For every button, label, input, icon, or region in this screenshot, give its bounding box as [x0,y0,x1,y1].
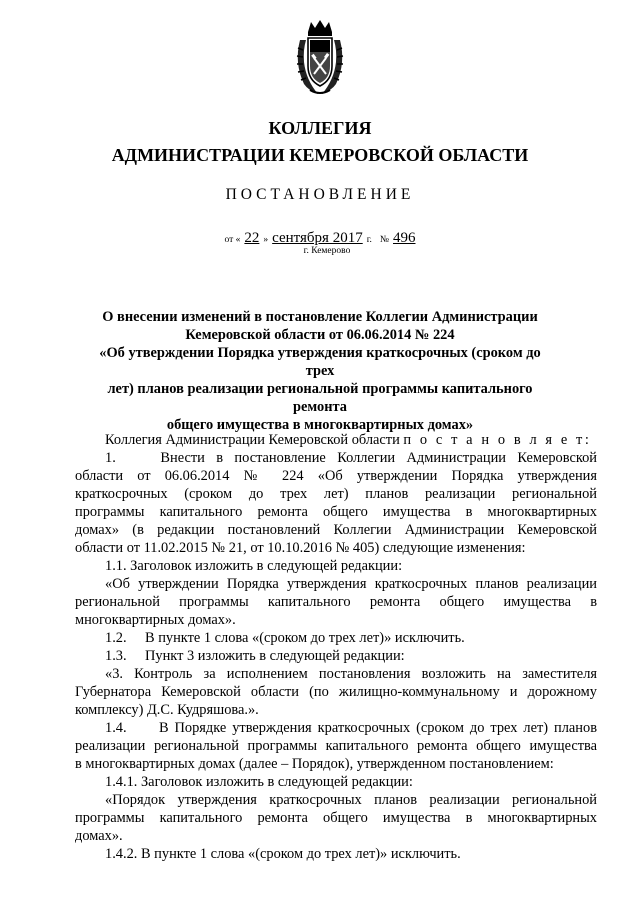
paragraph-text: Пункт 3 изложить в следующей редакции: [145,648,405,664]
paragraph-1-line: домах» (в редакции постановлений Коллегии Администрации Кемеровской [75,522,597,538]
date-day: 22 [244,230,260,246]
document-city: г. Кемерово [303,246,351,256]
number-sign: № [379,235,389,245]
paragraph-number: 1.2. [105,630,127,646]
paragraph-1-4-line: в многоквартирных домах (далее – Порядок), утвержденном постановлением: [75,756,554,772]
paragraph-1-2 [75,629,597,647]
paragraph-1-line: области от 06.06.2014 № 224 «Об утверждении Порядка утверждения [75,468,597,484]
document-date-number [0,229,640,247]
paragraph-text: В Порядке утверждения краткосрочных (сроком до трех лет) планов [158,720,597,736]
intro-resolves: п о с т а н о в л я е т: [403,432,592,448]
paragraph-1-1: 1.1. Заголовок изложить в следующей редакции: [105,558,403,574]
quote-1-line: «Об утверждении Порядка утверждения краткосрочных планов реализации [105,576,597,592]
intro-paragraph [75,431,597,449]
quote-1-line: региональной программы капитального ремонта общего имущества в [75,594,597,610]
org-name-line1: КОЛЛЕГИЯ [268,118,372,138]
paragraph-1-line: программы капитального ремонта общего имущества в многоквартирных [75,504,597,520]
paragraph-1-4-2: 1.4.2. В пункте 1 слова «(сроком до трех лет)» исключить. [105,846,461,862]
date-month-year: сентября 2017 [272,230,363,246]
date-day-close: » [263,235,269,245]
document-type: ПОСТАНОВЛЕНИЕ [225,186,415,203]
paragraph-1-line: краткосрочных (сроком до трех лет) планов реализации региональной [75,486,597,502]
paragraph-text: В пункте 1 слова «(сроком до трех лет)» исключить. [145,630,465,646]
title-line: О внесении изменений в постановление Коллегии Администрации [102,309,538,325]
paragraph-number: 1. [105,450,116,466]
quote-3-line: домах». [75,828,123,844]
title-line: «Об утверждении Порядка утверждения краткосрочных (сроком до трех [99,345,541,379]
paragraph-1-4-line [75,719,597,737]
intro-text: Коллегия Администрации Кемеровской области [105,432,400,448]
paragraph-1-line [75,449,597,467]
paragraph-number: 1.3. [105,648,127,664]
document-body [75,431,597,863]
quote-3-line: программы капитального ремонта общего имущества в многоквартирных [75,810,597,826]
quote-1-line: многоквартирных домах». [75,612,236,628]
date-year-suffix: г. [366,235,372,245]
quote-2-line: «3. Контроль за исполнением постановления возложить на заместителя [105,666,597,682]
title-line: Кемеровской области от 06.06.2014 № 224 [185,327,455,343]
paragraph-1-3 [75,647,597,665]
paragraph-1-4-line: реализации региональной программы капитального ремонта общего имущества [75,738,597,754]
org-name-line2: АДМИНИСТРАЦИИ КЕМЕРОВСКОЙ ОБЛАСТИ [111,145,529,165]
quote-3-line: «Порядок утверждения краткосрочных планов реализации региональной [105,792,597,808]
date-prefix: от « [224,235,241,245]
paragraph-1-line: области от 11.02.2015 № 21, от 10.10.2016 № 405) следующие изменения: [75,540,526,556]
coat-of-arms-emblem [294,18,346,98]
paragraph-1-4-1: 1.4.1. Заголовок изложить в следующей редакции: [105,774,413,790]
title-line: лет) планов реализации региональной программы капитального ремонта [107,381,533,415]
document-number: 496 [393,230,416,246]
document-title [96,308,544,434]
paragraph-text: Внести в постановление Коллегии Администрации Кемеровской [160,450,597,466]
paragraph-number: 1.4. [105,720,127,736]
quote-2-line: комплексу) Д.С. Кудряшова.». [75,702,259,718]
title-line: общего имущества в многоквартирных домах» [166,417,474,433]
quote-2-line: Губернатора Кемеровской области (по жилищно-коммунальному и дорожному [75,684,597,700]
